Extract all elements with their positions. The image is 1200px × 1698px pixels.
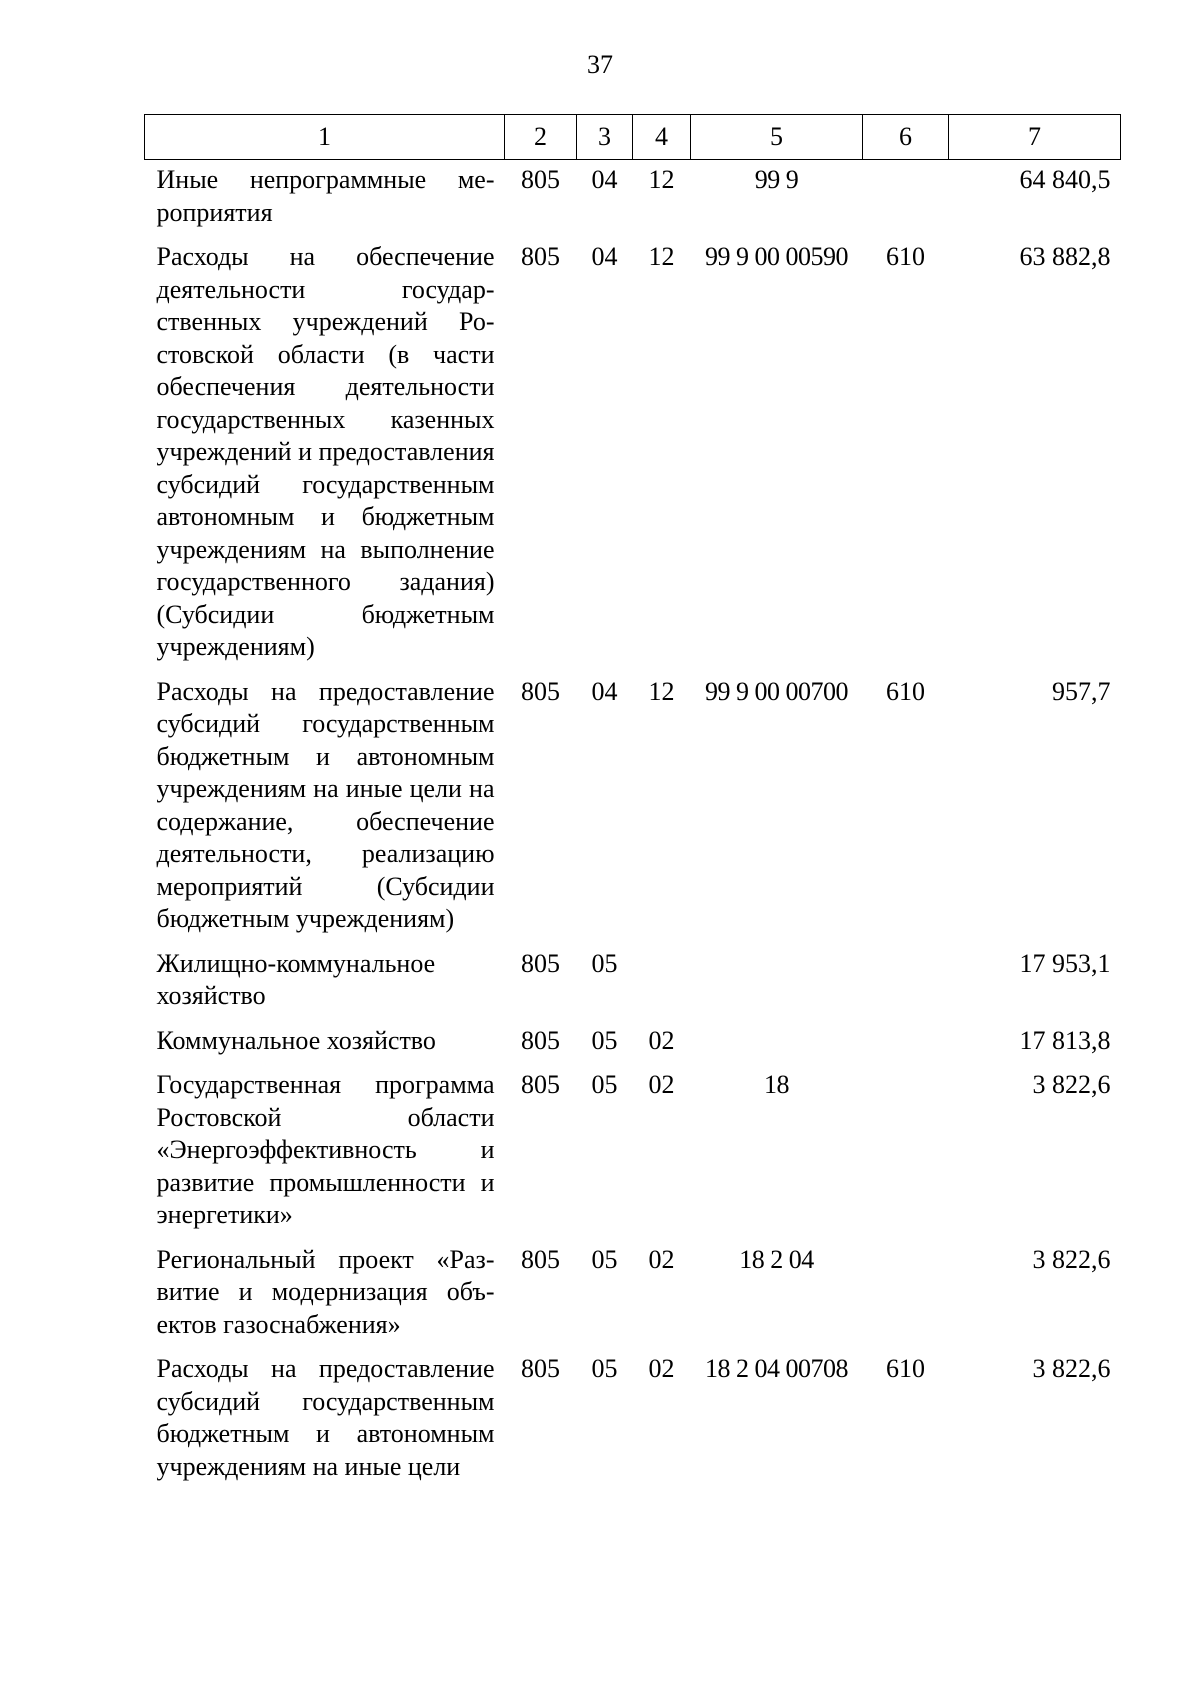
row-ved: 805: [521, 1070, 560, 1099]
row-ved: 805: [521, 242, 560, 271]
row-vr: 610: [886, 242, 925, 271]
table-row: [145, 1013, 1121, 1058]
row-rz: 05: [591, 1070, 618, 1099]
row-vr: 610: [886, 676, 925, 706]
row-pr: 02: [648, 1025, 675, 1055]
row-amount: 3 822,6: [1032, 1070, 1111, 1099]
row-name: Жилищно-коммунальное хозяйство: [156, 948, 436, 1010]
header-col-1: 1: [145, 115, 505, 160]
row-pr: 02: [648, 1070, 675, 1099]
row-rz: 05: [591, 1244, 618, 1274]
row-pr: [633, 936, 691, 1013]
row-name: Иные непрограммные мероприятия: [156, 165, 495, 227]
row-amount: 957,7: [1052, 676, 1111, 706]
row-vr: [863, 1057, 949, 1232]
page-number: 37: [587, 50, 613, 79]
row-amount: 3 822,6: [1032, 1244, 1111, 1274]
row-csr: [691, 1013, 863, 1058]
row-ved: 805: [521, 948, 560, 978]
table-row: [145, 160, 1121, 230]
row-vr: [863, 1232, 949, 1342]
row-amount: 17 813,8: [1019, 1025, 1111, 1055]
header-col-7: 7: [949, 115, 1121, 160]
row-csr: 18: [764, 1070, 789, 1099]
table-row: [145, 229, 1121, 664]
row-rz: 05: [591, 1354, 618, 1383]
row-csr: 99 9: [754, 165, 799, 194]
row-pr: 12: [648, 242, 675, 271]
row-name: Государственная программа Ростовской области «Энергоэффективность и развитие промышленности и энергетики»: [156, 1070, 495, 1229]
row-rz: 05: [591, 948, 618, 978]
table-row: [145, 1232, 1121, 1342]
table-header: [145, 115, 1121, 160]
row-csr: 99 9 00 00590: [705, 242, 848, 271]
header-col-6: 6: [863, 115, 949, 160]
row-pr: 12: [648, 676, 675, 706]
row-csr: 18 2 04 00708: [705, 1354, 848, 1383]
row-vr: [863, 1013, 949, 1058]
row-ved: 805: [521, 676, 560, 706]
row-vr: [863, 160, 949, 230]
table-row: [145, 1057, 1121, 1232]
row-rz: 05: [591, 1025, 618, 1055]
table-row: [145, 1341, 1121, 1483]
row-name: Расходы на обеспечение деятельности государственных учреждений Ростовской области (в части обеспечения деятельности государственных казенных учреждений и предоставления субсидий государственным автономным и бюджетным учреждениям на выполнение государственного задания) (Субсидии бюджетным учреждениям): [156, 242, 495, 661]
row-vr: 610: [886, 1354, 925, 1383]
header-col-5: 5: [691, 115, 863, 160]
table-row: [145, 664, 1121, 936]
header-col-2: 2: [505, 115, 577, 160]
row-name: Расходы на предоставление субсидий государственным бюджетным и автономным учреждениям на иные цели на содержание, обеспечение деятельности, реализацию мероприятий (Субсидии бюджетным учреждениям): [156, 676, 495, 933]
row-amount: 64 840,5: [1019, 165, 1111, 194]
row-amount: 3 822,6: [1032, 1354, 1111, 1383]
row-pr: 02: [648, 1354, 675, 1383]
row-rz: 04: [591, 165, 618, 194]
row-rz: 04: [591, 242, 618, 271]
row-ved: 805: [521, 165, 560, 194]
header-col-4: 4: [633, 115, 691, 160]
table-body: [145, 160, 1121, 1484]
row-name: Коммунальное хозяйство: [156, 1025, 436, 1055]
row-amount: 63 882,8: [1019, 242, 1111, 271]
row-amount: 17 953,1: [1019, 948, 1111, 978]
row-pr: 02: [648, 1244, 675, 1274]
row-ved: 805: [521, 1244, 560, 1274]
row-ved: 805: [521, 1025, 560, 1055]
row-csr: 18 2 04: [739, 1244, 814, 1274]
header-col-3: 3: [577, 115, 633, 160]
row-csr: 99 9 00 00700: [705, 676, 848, 706]
table-row: [145, 936, 1121, 1013]
row-ved: 805: [521, 1354, 560, 1383]
header-row: [145, 115, 1121, 160]
budget-table: [144, 114, 1121, 1483]
row-vr: [863, 936, 949, 1013]
row-rz: 04: [591, 676, 618, 706]
row-pr: 12: [648, 165, 675, 194]
row-name: Расходы на предоставление субсидий государственным бюджетным и автономным учреждениям на иные цели: [156, 1354, 495, 1481]
row-name: Региональный проект «Развитие и модернизация объектов газоснабжения»: [156, 1244, 495, 1339]
row-csr: [691, 936, 863, 1013]
